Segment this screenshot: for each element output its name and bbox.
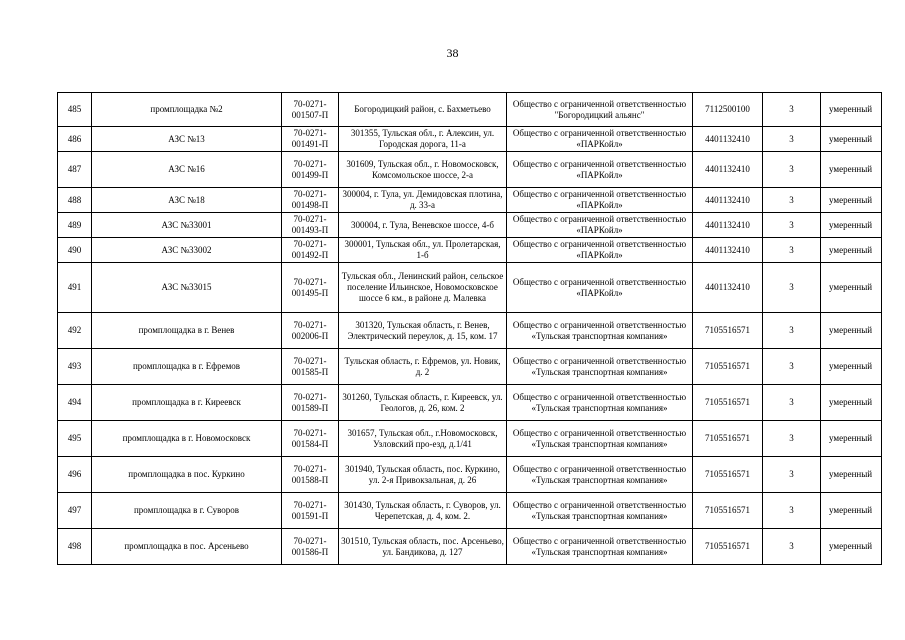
risk-level-cell: умеренный	[821, 127, 882, 152]
inn-cell: 4401132410	[693, 213, 763, 238]
table-row	[58, 152, 882, 188]
table-row	[58, 93, 882, 127]
operator-cell: Общество с ограниченной ответственностью «Тульская транспортная компания»	[507, 493, 693, 529]
registration-code-cell: 70-0271-001585-П	[282, 349, 339, 385]
table-row	[58, 349, 882, 385]
operator-cell: Общество с ограниченной ответственностью «ПАРКойл»	[507, 238, 693, 263]
row-number-cell: 490	[58, 238, 92, 263]
operator-cell: Общество с ограниченной ответственностью "Богородицкий альянс"	[507, 93, 693, 127]
operator-cell: Общество с ограниченной ответственностью «Тульская транспортная компания»	[507, 457, 693, 493]
inn-cell: 7112500100	[693, 93, 763, 127]
operator-cell: Общество с ограниченной ответственностью «ПАРКойл»	[507, 152, 693, 188]
registration-code-cell: 70-0271-001507-П	[282, 93, 339, 127]
address-cell: Богородицкий район, с. Бахметьево	[339, 93, 507, 127]
facility-name-cell: АЗС №16	[92, 152, 282, 188]
address-cell: 301430, Тульская область, г. Суворов, ул. Черепетская, д. 4, ком. 2.	[339, 493, 507, 529]
row-number-cell: 498	[58, 529, 92, 565]
row-number-cell: 491	[58, 263, 92, 313]
risk-level-cell: умеренный	[821, 152, 882, 188]
row-number-cell: 488	[58, 188, 92, 213]
table-body	[58, 93, 882, 565]
row-number-cell: 487	[58, 152, 92, 188]
registration-code-cell: 70-0271-001495-П	[282, 263, 339, 313]
facility-name-cell: промплощадка в пос. Куркино	[92, 457, 282, 493]
registration-code-cell: 70-0271-001493-П	[282, 213, 339, 238]
category-cell: 3	[763, 238, 821, 263]
address-cell: 301609, Тульская обл., г. Новомосковск, Комсомольское шоссе, 2-а	[339, 152, 507, 188]
operator-cell: Общество с ограниченной ответственностью «Тульская транспортная компания»	[507, 529, 693, 565]
risk-level-cell: умеренный	[821, 263, 882, 313]
inn-cell: 7105516571	[693, 421, 763, 457]
address-cell: Тульская обл., Ленинский район, сельское поселение Ильинское, Новомосковское шоссе 6 км., в районе д. Малевка	[339, 263, 507, 313]
facility-name-cell: промплощадка в г. Киреевск	[92, 385, 282, 421]
risk-level-cell: умеренный	[821, 93, 882, 127]
registration-code-cell: 70-0271-001589-П	[282, 385, 339, 421]
category-cell: 3	[763, 313, 821, 349]
inn-cell: 7105516571	[693, 349, 763, 385]
category-cell: 3	[763, 213, 821, 238]
facility-name-cell: промплощадка в пос. Арсеньево	[92, 529, 282, 565]
registration-code-cell: 70-0271-001588-П	[282, 457, 339, 493]
address-cell: 301320, Тульская область, г. Венев, Электрический переулок, д. 15, ком. 17	[339, 313, 507, 349]
facility-name-cell: АЗС №13	[92, 127, 282, 152]
registry-table	[57, 92, 882, 565]
row-number-cell: 493	[58, 349, 92, 385]
registration-code-cell: 70-0271-001492-П	[282, 238, 339, 263]
facility-name-cell: промплощадка в г. Венев	[92, 313, 282, 349]
address-cell: 301355, Тульская обл., г. Алексин, ул. Городская дорога, 11-а	[339, 127, 507, 152]
facility-name-cell: АЗС №33002	[92, 238, 282, 263]
address-cell: 301260, Тульская область, г. Киреевск, ул. Геологов, д. 26, ком. 2	[339, 385, 507, 421]
category-cell: 3	[763, 127, 821, 152]
category-cell: 3	[763, 421, 821, 457]
category-cell: 3	[763, 93, 821, 127]
operator-cell: Общество с ограниченной ответственностью «Тульская транспортная компания»	[507, 313, 693, 349]
row-number-cell: 486	[58, 127, 92, 152]
category-cell: 3	[763, 152, 821, 188]
facility-name-cell: промплощадка в г. Новомосковск	[92, 421, 282, 457]
row-number-cell: 497	[58, 493, 92, 529]
inn-cell: 7105516571	[693, 493, 763, 529]
table-row	[58, 529, 882, 565]
inn-cell: 4401132410	[693, 263, 763, 313]
inn-cell: 7105516571	[693, 529, 763, 565]
risk-level-cell: умеренный	[821, 238, 882, 263]
table-row	[58, 457, 882, 493]
address-cell: Тульская область, г. Ефремов, ул. Новик, д. 2	[339, 349, 507, 385]
registration-code-cell: 70-0271-001491-П	[282, 127, 339, 152]
registration-code-cell: 70-0271-001591-П	[282, 493, 339, 529]
operator-cell: Общество с ограниченной ответственностью «Тульская транспортная компания»	[507, 421, 693, 457]
facility-name-cell: промплощадка в г. Суворов	[92, 493, 282, 529]
address-cell: 300004, г. Тула, ул. Демидовская плотина, д. 33-а	[339, 188, 507, 213]
facility-name-cell: АЗС №18	[92, 188, 282, 213]
operator-cell: Общество с ограниченной ответственностью «ПАРКойл»	[507, 213, 693, 238]
registration-code-cell: 70-0271-001586-П	[282, 529, 339, 565]
risk-level-cell: умеренный	[821, 385, 882, 421]
risk-level-cell: умеренный	[821, 213, 882, 238]
inn-cell: 4401132410	[693, 188, 763, 213]
row-number-cell: 485	[58, 93, 92, 127]
registration-code-cell: 70-0271-001499-П	[282, 152, 339, 188]
risk-level-cell: умеренный	[821, 529, 882, 565]
table-row	[58, 213, 882, 238]
category-cell: 3	[763, 493, 821, 529]
risk-level-cell: умеренный	[821, 421, 882, 457]
operator-cell: Общество с ограниченной ответственностью «ПАРКойл»	[507, 263, 693, 313]
facility-name-cell: промплощадка в г. Ефремов	[92, 349, 282, 385]
table-row	[58, 421, 882, 457]
row-number-cell: 492	[58, 313, 92, 349]
registration-code-cell: 70-0271-002006-П	[282, 313, 339, 349]
risk-level-cell: умеренный	[821, 349, 882, 385]
row-number-cell: 494	[58, 385, 92, 421]
category-cell: 3	[763, 349, 821, 385]
inn-cell: 4401132410	[693, 127, 763, 152]
operator-cell: Общество с ограниченной ответственностью «ПАРКойл»	[507, 127, 693, 152]
registration-code-cell: 70-0271-001584-П	[282, 421, 339, 457]
risk-level-cell: умеренный	[821, 457, 882, 493]
risk-level-cell: умеренный	[821, 313, 882, 349]
category-cell: 3	[763, 457, 821, 493]
table-row	[58, 238, 882, 263]
category-cell: 3	[763, 529, 821, 565]
row-number-cell: 489	[58, 213, 92, 238]
risk-level-cell: умеренный	[821, 188, 882, 213]
facility-name-cell: промплощадка №2	[92, 93, 282, 127]
category-cell: 3	[763, 385, 821, 421]
row-number-cell: 496	[58, 457, 92, 493]
address-cell: 301510, Тульская область, пос. Арсеньево, ул. Бандикова, д. 127	[339, 529, 507, 565]
table-row	[58, 313, 882, 349]
inn-cell: 4401132410	[693, 238, 763, 263]
table-row	[58, 263, 882, 313]
row-number-cell: 495	[58, 421, 92, 457]
page-number: 38	[446, 46, 459, 60]
operator-cell: Общество с ограниченной ответственностью «Тульская транспортная компания»	[507, 385, 693, 421]
table-row	[58, 127, 882, 152]
inn-cell: 7105516571	[693, 457, 763, 493]
category-cell: 3	[763, 263, 821, 313]
table-row	[58, 188, 882, 213]
category-cell: 3	[763, 188, 821, 213]
address-cell: 301940, Тульская область, пос. Куркино, ул. 2-я Привокзальная, д. 26	[339, 457, 507, 493]
inn-cell: 4401132410	[693, 152, 763, 188]
facility-name-cell: АЗС №33001	[92, 213, 282, 238]
inn-cell: 7105516571	[693, 385, 763, 421]
registration-code-cell: 70-0271-001498-П	[282, 188, 339, 213]
inn-cell: 7105516571	[693, 313, 763, 349]
address-cell: 301657, Тульская обл., г.Новомосковск, Узловский про-езд, д.1/41	[339, 421, 507, 457]
address-cell: 300004, г. Тула, Веневское шоссе, 4-б	[339, 213, 507, 238]
table-row	[58, 385, 882, 421]
table-row	[58, 493, 882, 529]
operator-cell: Общество с ограниченной ответственностью «ПАРКойл»	[507, 188, 693, 213]
address-cell: 300001, Тульская обл., ул. Пролетарская, 1-б	[339, 238, 507, 263]
facility-name-cell: АЗС №33015	[92, 263, 282, 313]
risk-level-cell: умеренный	[821, 493, 882, 529]
operator-cell: Общество с ограниченной ответственностью «Тульская транспортная компания»	[507, 349, 693, 385]
